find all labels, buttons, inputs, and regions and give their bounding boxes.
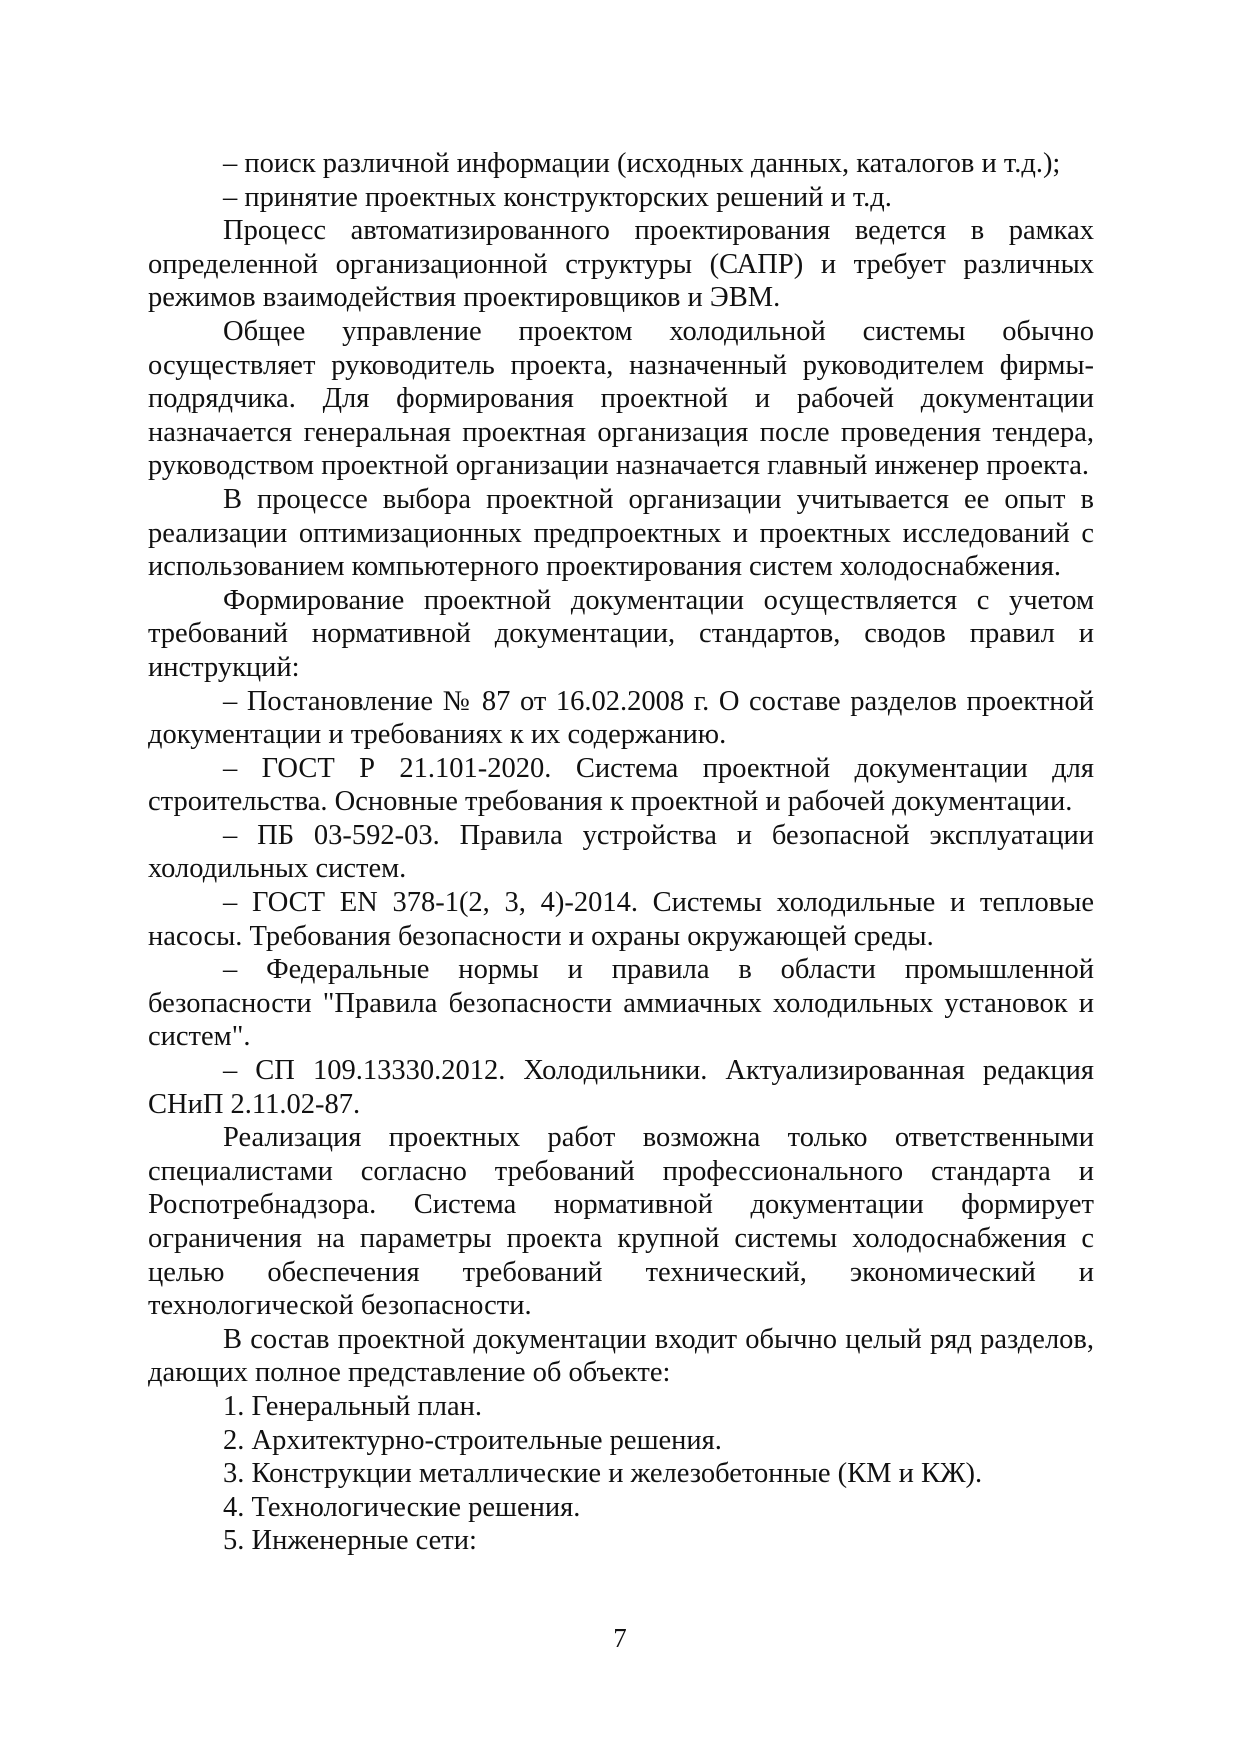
list-item-engineering-networks: 5. Инженерные сети: (223, 1525, 477, 1557)
list-item-general-plan: 1. Генеральный план. (223, 1390, 483, 1422)
normative-item-pb-03-592: – ПБ 03-592-03. Правила устройства и безопасной эксплуатации холодильных систем. (148, 819, 1094, 885)
list-item-technological-solutions: 4. Технологические решения. (223, 1491, 581, 1523)
bullet-design-decisions: – принятие проектных конструкторских решений и т.д. (223, 181, 892, 213)
paragraph-cad-process: Процесс автоматизированного проектирования ведется в рамках определенной организационной структуры (САПР) и требует различных режимов взаимодействия проектировщиков и ЭВМ. (148, 215, 1094, 314)
paragraph-organization-selection: В процессе выбора проектной организации учитывается ее опыт в реализации оптимизационных предпроектных и проектных исследований с использованием компьютерного проектирования систем холодоснабжения. (148, 483, 1094, 583)
bullet-search-info: – поиск различной информации (исходных данных, каталогов и т.д.); (223, 148, 1061, 179)
paragraph-project-management: Общее управление проектом холодильной системы обычно осуществляет руководитель проекта, назначенный руководителем фирмы-подрядчика. Для формирования проектной и рабочей документации назначается генеральная проектная организация после проведения тендера, руководством проектной организации назначается главный инженер проекта. (148, 315, 1094, 482)
normative-item-sp-109: – СП 109.13330.2012. Холодильники. Актуализированная редакция СНиП 2.11.02-87. (148, 1055, 1094, 1120)
normative-item-gost-21-101: – ГОСТ Р 21.101-2020. Система проектной документации для строительства. Основные требования к проектной и рабочей документации. (148, 752, 1094, 818)
paragraph-documentation-sections: В состав проектной документации входит обычно целый ряд разделов, дающих полное представление об объекте: (148, 1323, 1094, 1389)
list-item-structures: 3. Конструкции металлические и железобетонные (КМ и КЖ). (223, 1458, 983, 1490)
normative-item-resolution-87: – Постановление № 87 от 16.02.2008 г. О составе разделов проектной документации и требованиях к их содержанию. (148, 685, 1094, 751)
normative-item-federal-norms: – Федеральные нормы и правила в области промышленной безопасности "Правила безопасности аммиачных холодильных установок и систем". (148, 954, 1094, 1053)
page-body (148, 147, 1094, 1558)
paragraph-documentation-requirements: Формирование проектной документации осуществляется с учетом требований нормативной документации, стандартов, сводов правил и инструкций: (148, 584, 1094, 683)
normative-item-gost-en-378: – ГОСТ EN 378-1(2, 3, 4)-2014. Системы холодильные и тепловые насосы. Требования безопасности и охраны окружающей среды. (148, 887, 1094, 952)
page-number: 7 (613, 1623, 627, 1653)
paragraph-implementation: Реализация проектных работ возможна только ответственными специалистами согласно требований профессионального стандарта и Роспотребнадзора. Система нормативной документации формирует ограничения на параметры проекта крупной системы холодоснабжения с целью обеспечения требований технический, экономический и технологической безопасности. (148, 1122, 1094, 1322)
list-item-architectural-solutions: 2. Архитектурно-строительные решения. (223, 1424, 722, 1456)
